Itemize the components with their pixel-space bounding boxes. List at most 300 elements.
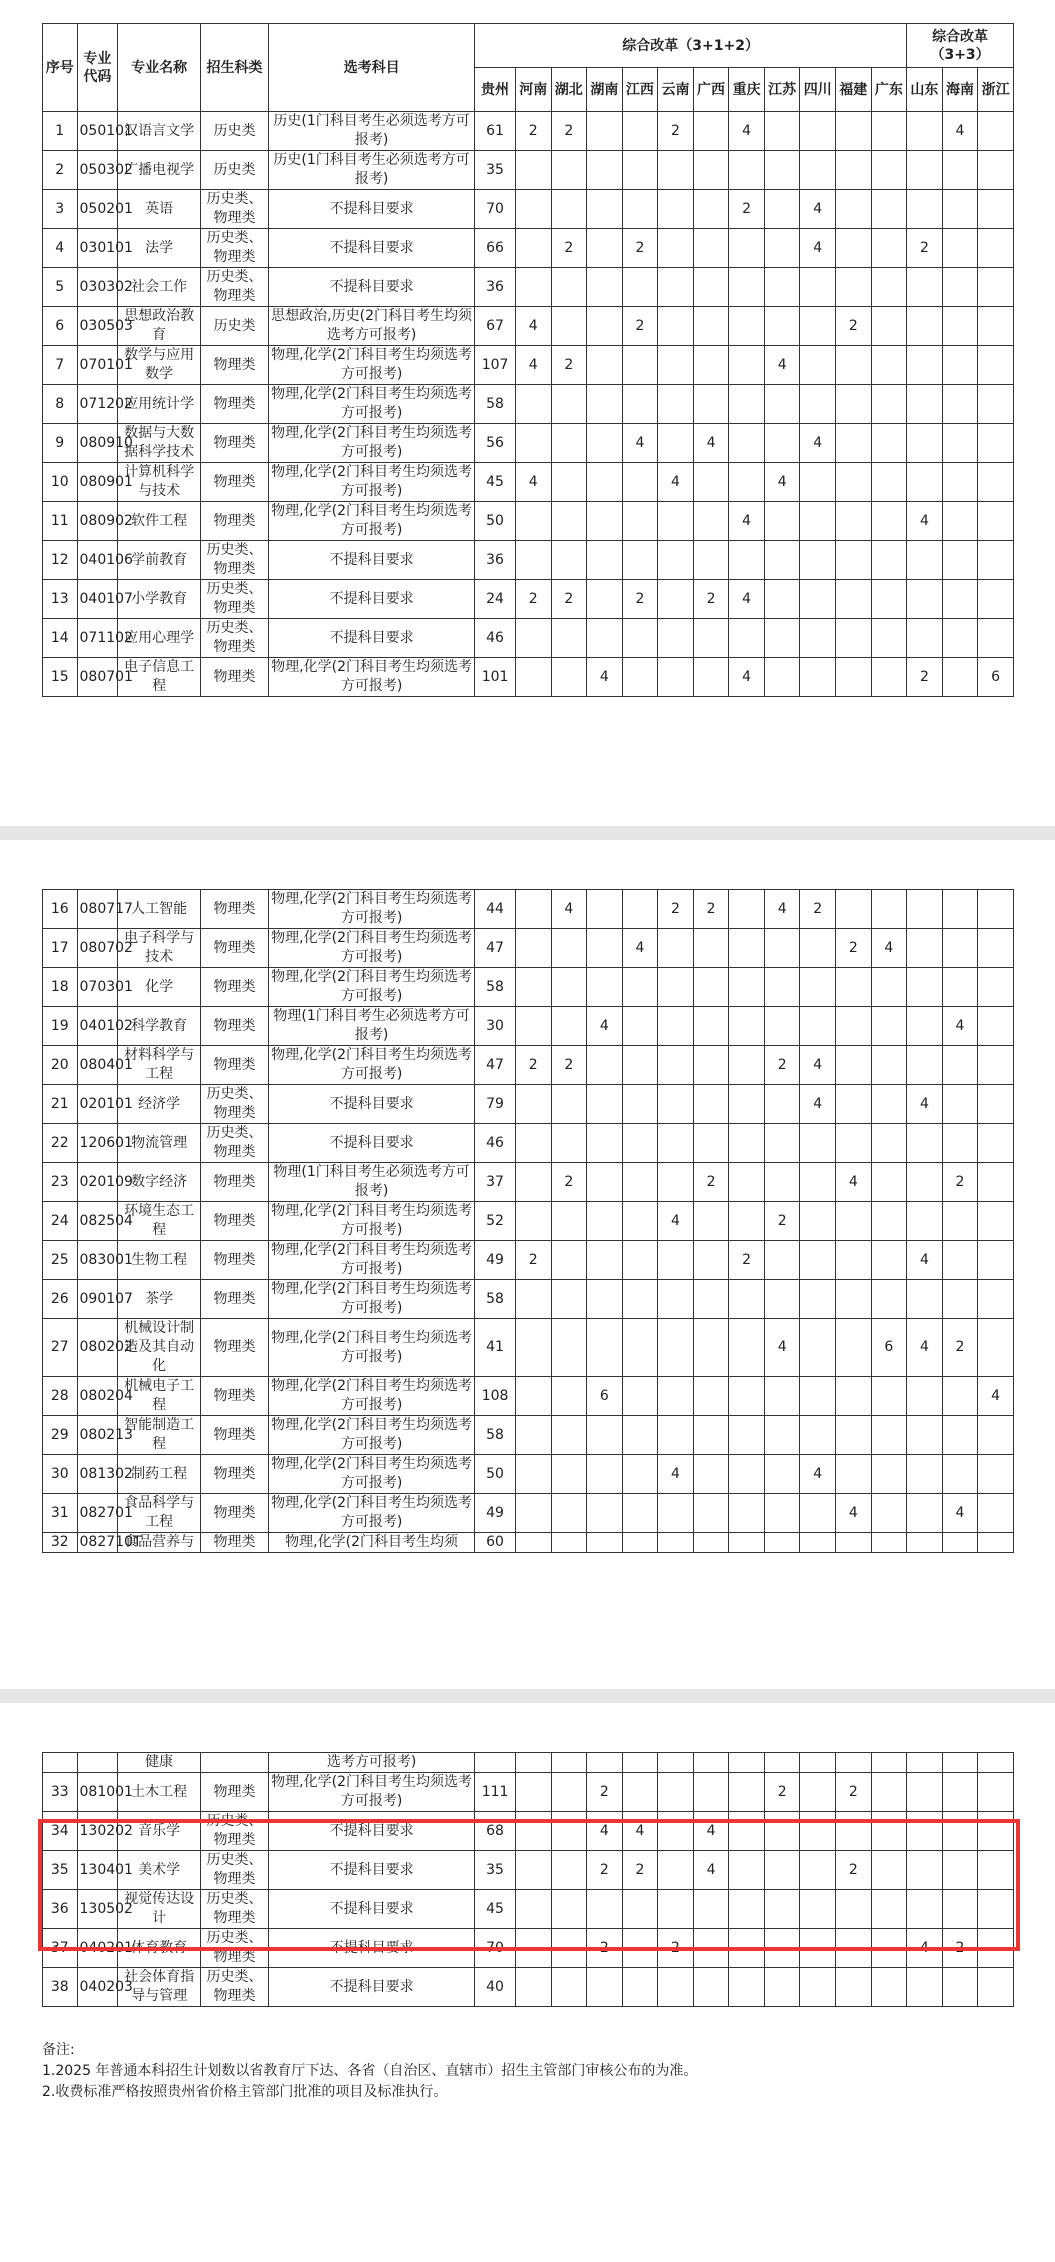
cell-province-count — [800, 1319, 836, 1377]
cell-province-count — [515, 619, 551, 658]
cell-province-count: 4 — [800, 229, 836, 268]
cell-province-count — [836, 890, 872, 929]
cell-code: 040107 — [77, 580, 118, 619]
cell-name: 科学教育 — [118, 1007, 201, 1046]
table-row — [43, 890, 1014, 929]
cell-code: 070101 — [77, 346, 118, 385]
cell-province-count — [658, 541, 694, 580]
cell-seq: 34 — [43, 1812, 78, 1851]
cell-province-count — [729, 1753, 765, 1773]
cell-province-count — [587, 1202, 623, 1241]
cell-province-count — [764, 385, 800, 424]
cell-province-count — [871, 424, 907, 463]
table-row — [43, 190, 1014, 229]
table-row — [43, 502, 1014, 541]
cell-province-count — [907, 268, 943, 307]
cell-province-count — [551, 151, 587, 190]
cell-name: 制药工程 — [118, 1455, 201, 1494]
cell-seq: 29 — [43, 1416, 78, 1455]
cell-province-count: 4 — [907, 1929, 943, 1968]
cell-province-count: 4 — [515, 463, 551, 502]
cell-province-count — [978, 1202, 1014, 1241]
cell-subjects: 物理,化学(2门科目考生均须选考方可报考) — [269, 968, 475, 1007]
cell-code: 030302 — [77, 268, 118, 307]
cell-province-count — [871, 1046, 907, 1085]
cell-province-count — [658, 1494, 694, 1533]
cell-guizhou: 49 — [475, 1241, 516, 1280]
cell-province-count — [729, 1007, 765, 1046]
cell-province-count — [515, 268, 551, 307]
cell-province-count — [942, 1753, 978, 1773]
cell-province-count — [871, 1085, 907, 1124]
cell-seq: 21 — [43, 1085, 78, 1124]
cell-province-count — [515, 1377, 551, 1416]
cell-province-count — [942, 346, 978, 385]
cell-subjects: 物理,化学(2门科目考生均须选考方可报考) — [269, 1202, 475, 1241]
cell-province-count — [587, 346, 623, 385]
cell-province-count — [587, 1163, 623, 1202]
cell-province-count: 2 — [942, 1163, 978, 1202]
cell-province-count — [764, 929, 800, 968]
cell-subjects: 物理,化学(2门科目考生均须选考方可报考) — [269, 502, 475, 541]
table-row — [43, 541, 1014, 580]
cell-province-count — [836, 1377, 872, 1416]
cell-province-count — [942, 580, 978, 619]
cell-province-count — [836, 268, 872, 307]
cell-category: 物理类 — [200, 502, 268, 541]
cell-province-count: 4 — [836, 1494, 872, 1533]
cell-province-count — [515, 502, 551, 541]
cell-seq: 19 — [43, 1007, 78, 1046]
cell-province-count — [729, 1416, 765, 1455]
cell-province-count — [978, 151, 1014, 190]
cell-category: 物理类 — [200, 1046, 268, 1085]
cell-guizhou: 47 — [475, 1046, 516, 1085]
cell-province-count — [658, 1163, 694, 1202]
cell-province-count — [764, 1968, 800, 2007]
cell-province-count — [515, 658, 551, 697]
cell-province-count — [907, 1124, 943, 1163]
cell-province-count: 4 — [729, 658, 765, 697]
cell-province-count — [587, 424, 623, 463]
cell-province-count: 2 — [658, 890, 694, 929]
cell-province-count: 2 — [836, 1773, 872, 1812]
cell-province-count — [907, 1494, 943, 1533]
cell-province-count — [693, 112, 729, 151]
header-subjects: 选考科目 — [269, 24, 475, 112]
cell-province-count — [978, 190, 1014, 229]
cell-province-count — [836, 1280, 872, 1319]
cell-code: 080701 — [77, 658, 118, 697]
cell-province-count — [942, 1773, 978, 1812]
cell-guizhou: 46 — [475, 619, 516, 658]
cell-province-count — [978, 1280, 1014, 1319]
cell-subjects: 物理,化学(2门科目考生均须选考方可报考) — [269, 658, 475, 697]
cell-province-count — [942, 1124, 978, 1163]
enrollment-table-page-3 — [42, 1752, 1014, 2007]
cell-name: 应用心理学 — [118, 619, 201, 658]
cell-subjects: 不提科目要求 — [269, 1968, 475, 2007]
cell-province-count — [871, 619, 907, 658]
cell-province-count — [764, 424, 800, 463]
cell-province-count — [871, 1416, 907, 1455]
cell-province-count — [551, 1085, 587, 1124]
cell-province-count — [800, 1163, 836, 1202]
cell-name: 机械电子工程 — [118, 1377, 201, 1416]
table-row — [43, 1494, 1014, 1533]
cell-province-count: 2 — [693, 890, 729, 929]
cell-category: 物理类 — [200, 1163, 268, 1202]
cell-name: 经济学 — [118, 1085, 201, 1124]
cell-province-count — [871, 502, 907, 541]
cell-subjects: 物理,化学(2门科目考生均须选考方可报考) — [269, 1494, 475, 1533]
cell-category: 物理类 — [200, 424, 268, 463]
cell-name: 电子信息工程 — [118, 658, 201, 697]
notes-title: 备注: — [42, 2042, 75, 2058]
cell-province-count — [729, 307, 765, 346]
cell-province-count: 2 — [658, 112, 694, 151]
cell-guizhou: 49 — [475, 1494, 516, 1533]
cell-province-count — [764, 1851, 800, 1890]
cell-province-count — [729, 1085, 765, 1124]
header-province: 江苏 — [764, 68, 800, 112]
cell-code: 080902 — [77, 502, 118, 541]
cell-province-count — [942, 1241, 978, 1280]
cell-province-count — [658, 1890, 694, 1929]
cell-subjects: 物理,化学(2门科目考生均须选考方可报考) — [269, 890, 475, 929]
header-name: 专业名称 — [118, 24, 201, 112]
cell-category: 物理类 — [200, 890, 268, 929]
cell-province-count — [978, 346, 1014, 385]
cell-province-count — [942, 1377, 978, 1416]
cell-province-count — [907, 619, 943, 658]
cell-province-count — [587, 190, 623, 229]
cell-subjects: 物理(1门科目考生必须选考方可报考) — [269, 1007, 475, 1046]
cell-province-count: 4 — [587, 658, 623, 697]
cell-province-count — [978, 1046, 1014, 1085]
cell-province-count: 4 — [693, 1812, 729, 1851]
cell-guizhou: 36 — [475, 541, 516, 580]
cell-province-count — [587, 580, 623, 619]
cell-code: 050302 — [77, 151, 118, 190]
cell-name: 数据与大数据科学技术 — [118, 424, 201, 463]
cell-province-count — [942, 1455, 978, 1494]
cell-province-count — [978, 385, 1014, 424]
cell-province-count — [658, 307, 694, 346]
cell-province-count — [764, 658, 800, 697]
cell-province-count — [800, 1280, 836, 1319]
cell-province-count — [587, 307, 623, 346]
cell-province-count: 2 — [551, 346, 587, 385]
cell-category: 物理类 — [200, 1494, 268, 1533]
cell-category: 物理类 — [200, 1416, 268, 1455]
cell-province-count — [729, 1533, 765, 1553]
cell-province-count — [551, 1851, 587, 1890]
cell-subjects: 物理,化学(2门科目考生均须选考方可报考) — [269, 1241, 475, 1280]
cell-province-count — [693, 463, 729, 502]
table-row — [43, 1455, 1014, 1494]
cell-province-count — [800, 385, 836, 424]
cell-province-count — [515, 1812, 551, 1851]
cell-province-count — [871, 1494, 907, 1533]
cell-province-count: 4 — [871, 929, 907, 968]
cell-province-count — [515, 1753, 551, 1773]
cell-province-count — [658, 1046, 694, 1085]
cell-province-count — [693, 385, 729, 424]
cell-seq: 26 — [43, 1280, 78, 1319]
cell-province-count — [658, 580, 694, 619]
cell-province-count — [693, 502, 729, 541]
cell-province-count — [622, 385, 658, 424]
table-row — [43, 1773, 1014, 1812]
cell-province-count — [622, 1280, 658, 1319]
cell-province-count — [800, 307, 836, 346]
cell-province-count: 2 — [800, 890, 836, 929]
cell-category: 历史类、物理类 — [200, 190, 268, 229]
cell-name: 软件工程 — [118, 502, 201, 541]
cell-name: 计算机科学与技术 — [118, 463, 201, 502]
cell-subjects: 物理,化学(2门科目考生均须选考方可报考) — [269, 424, 475, 463]
cell-province-count — [907, 1890, 943, 1929]
cell-category: 历史类、物理类 — [200, 268, 268, 307]
cell-province-count — [551, 1202, 587, 1241]
cell-province-count — [871, 1851, 907, 1890]
cell-province-count — [871, 229, 907, 268]
header-province: 广东 — [871, 68, 907, 112]
page-separator — [0, 826, 1055, 840]
cell-province-count — [907, 151, 943, 190]
cell-subjects: 不提科目要求 — [269, 1812, 475, 1851]
cell-province-count — [942, 463, 978, 502]
cell-province-count — [587, 968, 623, 1007]
cell-province-count — [622, 1202, 658, 1241]
table-row — [43, 151, 1014, 190]
cell-category: 历史类 — [200, 112, 268, 151]
cell-name: 英语 — [118, 190, 201, 229]
cell-province-count — [871, 151, 907, 190]
table-row — [43, 229, 1014, 268]
table-row — [43, 346, 1014, 385]
table-row — [43, 1085, 1014, 1124]
cell-province-count — [907, 112, 943, 151]
cell-province-count — [622, 1241, 658, 1280]
cell-province-count — [551, 658, 587, 697]
cell-code: 050201 — [77, 190, 118, 229]
cell-province-count — [587, 1046, 623, 1085]
cell-province-count: 2 — [836, 929, 872, 968]
cell-province-count: 2 — [907, 229, 943, 268]
cell-name: 汉语言文学 — [118, 112, 201, 151]
cell-province-count — [658, 1124, 694, 1163]
cell-province-count — [658, 1773, 694, 1812]
cell-province-count — [836, 658, 872, 697]
cell-province-count — [729, 151, 765, 190]
cell-province-count: 4 — [942, 112, 978, 151]
header-province: 云南 — [658, 68, 694, 112]
cell-province-count — [587, 1319, 623, 1377]
cell-province-count: 4 — [693, 424, 729, 463]
cell-province-count — [871, 1753, 907, 1773]
cell-province-count — [622, 151, 658, 190]
cell-province-count — [693, 1085, 729, 1124]
cell-name: 化学 — [118, 968, 201, 1007]
cell-code: 130202 — [77, 1812, 118, 1851]
cell-subjects: 物理,化学(2门科目考生均须选考方可报考) — [269, 385, 475, 424]
cell-name: 智能制造工程 — [118, 1416, 201, 1455]
cell-province-count — [587, 1455, 623, 1494]
cell-province-count — [515, 1929, 551, 1968]
table-row — [43, 385, 1014, 424]
cell-province-count — [658, 1812, 694, 1851]
cell-code: 030503 — [77, 307, 118, 346]
cell-seq: 8 — [43, 385, 78, 424]
cell-province-count — [622, 1890, 658, 1929]
table-row — [43, 307, 1014, 346]
cell-province-count — [978, 890, 1014, 929]
cell-province-count — [693, 1455, 729, 1494]
cell-province-count — [836, 1241, 872, 1280]
cell-code: 040106 — [77, 541, 118, 580]
cell-province-count — [907, 424, 943, 463]
table-row — [43, 1416, 1014, 1455]
cell-province-count — [800, 1416, 836, 1455]
cell-guizhou: 58 — [475, 968, 516, 1007]
cell-province-count — [658, 151, 694, 190]
header-seq: 序号 — [43, 24, 78, 112]
cell-province-count — [764, 1533, 800, 1553]
cell-province-count — [800, 1007, 836, 1046]
cell-province-count — [942, 929, 978, 968]
cell-province-count — [978, 1007, 1014, 1046]
cell-province-count — [658, 1416, 694, 1455]
cell-guizhou: 50 — [475, 1455, 516, 1494]
cell-province-count — [800, 1773, 836, 1812]
cell-province-count — [800, 1890, 836, 1929]
cell-seq: 14 — [43, 619, 78, 658]
cell-province-count — [729, 424, 765, 463]
cell-seq: 22 — [43, 1124, 78, 1163]
cell-province-count — [622, 541, 658, 580]
cell-name: 食品营养与 — [118, 1533, 201, 1553]
cell-province-count — [871, 385, 907, 424]
cell-province-count — [622, 1163, 658, 1202]
cell-province-count — [622, 1773, 658, 1812]
cell-guizhou: 45 — [475, 463, 516, 502]
cell-province-count — [729, 619, 765, 658]
cell-province-count — [622, 463, 658, 502]
table-row — [43, 1202, 1014, 1241]
header-province: 重庆 — [729, 68, 765, 112]
header-province: 广西 — [693, 68, 729, 112]
cell-province-count — [836, 190, 872, 229]
cell-province-count — [551, 1812, 587, 1851]
cell-province-count: 4 — [622, 1812, 658, 1851]
cell-province-count — [551, 463, 587, 502]
cell-province-count: 4 — [658, 1202, 694, 1241]
cell-province-count — [658, 658, 694, 697]
cell-seq: 31 — [43, 1494, 78, 1533]
cell-subjects: 思想政治,历史(2门科目考生均须选考方可报考) — [269, 307, 475, 346]
cell-province-count: 2 — [622, 580, 658, 619]
cell-province-count — [587, 1533, 623, 1553]
cell-province-count — [622, 1046, 658, 1085]
cell-province-count: 4 — [729, 112, 765, 151]
cell-province-count: 2 — [551, 229, 587, 268]
cell-name: 视觉传达设计 — [118, 1890, 201, 1929]
cell-province-count — [551, 1494, 587, 1533]
cell-province-count: 2 — [551, 1163, 587, 1202]
table-row — [43, 1163, 1014, 1202]
cell-province-count — [942, 1085, 978, 1124]
cell-province-count — [551, 619, 587, 658]
cell-province-count — [836, 1085, 872, 1124]
cell-province-count: 2 — [515, 1241, 551, 1280]
cell-province-count — [800, 1124, 836, 1163]
cell-province-count: 4 — [907, 502, 943, 541]
cell-province-count — [907, 463, 943, 502]
cell-code: 040201 — [77, 1929, 118, 1968]
cell-province-count: 4 — [515, 346, 551, 385]
cell-province-count — [551, 1773, 587, 1812]
cell-province-count — [729, 890, 765, 929]
cell-code: 082710T — [77, 1533, 118, 1553]
cell-guizhou: 70 — [475, 1929, 516, 1968]
cell-subjects: 不提科目要求 — [269, 541, 475, 580]
cell-province-count — [978, 229, 1014, 268]
cell-seq: 27 — [43, 1319, 78, 1377]
cell-province-count — [907, 541, 943, 580]
cell-province-count — [871, 1533, 907, 1553]
cell-category: 历史类、物理类 — [200, 1851, 268, 1890]
cell-province-count — [693, 1416, 729, 1455]
cell-province-count — [836, 1124, 872, 1163]
cell-guizhou: 45 — [475, 1890, 516, 1929]
cell-province-count — [622, 968, 658, 1007]
table-row — [43, 1890, 1014, 1929]
cell-province-count — [942, 190, 978, 229]
cell-province-count — [764, 968, 800, 1007]
cell-province-count — [693, 1241, 729, 1280]
cell-province-count — [836, 968, 872, 1007]
cell-province-count — [587, 1416, 623, 1455]
notes-line-1: 1.2025 年普通本科招生计划数以省教育厅下达、各省（自治区、直辖市）招生主管部门审核公布的为准。 — [42, 2063, 698, 2079]
cell-name: 音乐学 — [118, 1812, 201, 1851]
cell-province-count — [658, 190, 694, 229]
cell-province-count: 4 — [800, 1085, 836, 1124]
cell-province-count — [871, 1968, 907, 2007]
cell-province-count — [515, 1455, 551, 1494]
cell-province-count — [693, 1773, 729, 1812]
cell-province-count: 4 — [942, 1007, 978, 1046]
cell-category: 历史类、物理类 — [200, 541, 268, 580]
cell-province-count — [871, 346, 907, 385]
cell-province-count — [515, 1773, 551, 1812]
cell-province-count: 4 — [764, 1319, 800, 1377]
cell-code: 083001 — [77, 1241, 118, 1280]
cell-province-count — [764, 1416, 800, 1455]
cell-province-count — [515, 1202, 551, 1241]
cell-guizhou: 40 — [475, 1968, 516, 2007]
cell-province-count — [587, 502, 623, 541]
cell-province-count — [587, 541, 623, 580]
cell-province-count — [693, 1968, 729, 2007]
cell-code: 081302 — [77, 1455, 118, 1494]
cell-seq: 23 — [43, 1163, 78, 1202]
cell-province-count — [800, 1241, 836, 1280]
cell-province-count — [515, 1163, 551, 1202]
cell-code: 040203 — [77, 1968, 118, 2007]
cell-province-count — [729, 268, 765, 307]
